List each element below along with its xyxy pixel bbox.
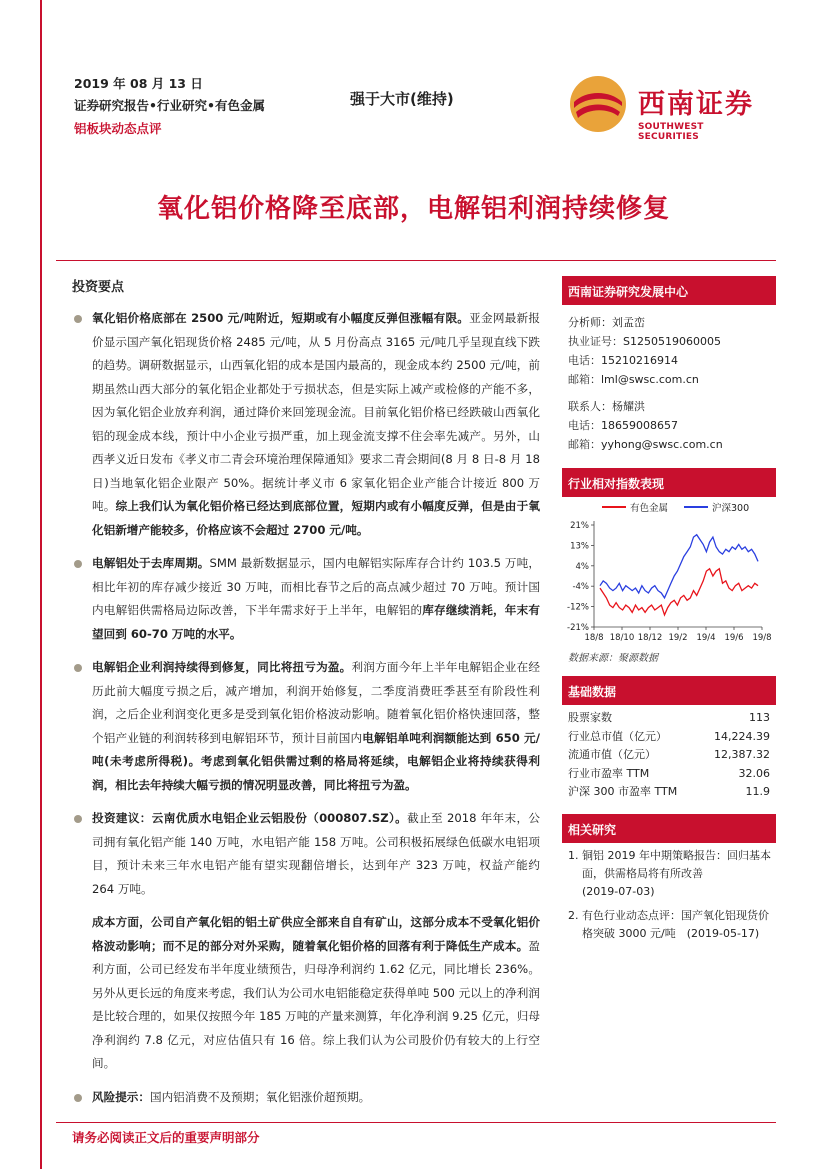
relative-index-box xyxy=(562,468,776,664)
contact-email[interactable]: 邮箱：yyhong@swsc.com.cn xyxy=(568,438,723,451)
y-tick-label: -12% xyxy=(567,602,589,613)
point-risk-lead: 风险提示： xyxy=(92,1089,150,1104)
bullet-icon xyxy=(74,560,82,568)
bullet-icon xyxy=(74,315,82,323)
related-item[interactable]: 1. 铜铝 2019 年中期策略报告：回归基本 面，供需格局将有所改善 (2019-07-03) xyxy=(568,848,771,898)
x-tick-label: 18/8 xyxy=(584,633,604,643)
bullet-icon xyxy=(74,664,82,672)
legend-label: 有色金属 xyxy=(630,503,669,514)
point-alumina xyxy=(72,307,540,542)
point-cost-lead: 成本方面，公司自产氧化铝的铝土矿供应全部来自自有矿山，这部分成本不受氧化铝价格波动影响；而不足的部分对外采购，随着氧化铝价格的回落有利于降低生产成本。 xyxy=(92,915,540,953)
point-destocking-lead: 电解铝处于去库周期。 xyxy=(92,556,210,570)
left-margin-rule xyxy=(40,0,42,1169)
x-tick-label: 19/4 xyxy=(696,633,716,643)
analyst-phone: 电话：15210216914 xyxy=(568,354,678,367)
company-logo xyxy=(566,72,766,142)
report-sector: 铝板块动态点评 xyxy=(74,121,162,136)
report-type: 证券研究报告•行业研究•有色金属 xyxy=(74,98,265,113)
y-tick-label: 21% xyxy=(570,521,589,531)
point-risk-body: 国内铝消费不及预期；氧化铝涨价超预期。 xyxy=(149,1089,371,1104)
y-tick-label: -4% xyxy=(572,582,589,593)
chart-title: 行业相对指数表现 xyxy=(562,471,776,497)
contact-phone: 电话：18659008657 xyxy=(568,419,678,432)
point-destocking-body: SMM 最新数据显示，国内电解铝实际库存合计约 103.5 万吨，相比年初的库存减少接近 30 万吨，而相比春节之后的高点减少超过 70 万吨。预计国内电解铝供需格局边际改善，下半年需求好于上半年，电解铝的 xyxy=(92,556,540,617)
point-profit-body: 利润方面今年上半年电解铝企业在经历此前大幅度亏损之后，减产增加，利润开始修复，二季度消费旺季甚至有阶段性利润，之后企业利润变化更多是受到氧化铝价格波动影响。随着氧化铝价格快速回落，整个铝产业链的利润转移到电解铝环节，预计目前国内 xyxy=(92,660,540,745)
footer-divider xyxy=(56,1122,776,1123)
y-tick-label: 13% xyxy=(570,541,589,552)
x-tick-label: 19/6 xyxy=(724,633,744,643)
analyst-email[interactable]: 邮箱：lml@swsc.com.cn xyxy=(568,373,699,386)
point-recommendation-lead: 投资建议：云南优质水电铝企业云铝股份（000807.SZ）。 xyxy=(92,811,408,825)
related-title: 相关研究 xyxy=(562,817,776,843)
point-alumina-lead: 氧化铝价格底部在 2500 元/吨附近，短期或有小幅度反弹但涨幅有限。 xyxy=(92,311,470,325)
report-date: 2019 年 08 月 13 日 xyxy=(74,76,203,91)
point-cost-body: 盈利方面，公司已经发布半年度业绩预告，归母净利润约 1.62 亿元，同比增长 236%。另外从更长远的角度来考虑，我们认为公司水电铝能稳定获得单吨 500 元以上的净利润是比较合理的，如果仅按照今年 185 万吨的产量来测算，年化净利润 9.25 亿元，归母净利润约 7.8 亿元，对应估值只有 16 倍。综上我们认为公司股价仍有较大的上行空间。 xyxy=(92,938,540,1070)
point-profit-conclusion: 电解铝单吨利润额能达到 650 元/吨(未考虑所得税)。考虑到氧化铝供需过剩的格局将延续，电解铝企业将持续获得利润，相比去年持续大幅亏损的情况明显改善，同比将扭亏为盈。 xyxy=(92,730,540,792)
table-row: 行业总市值（亿元） 14,224.39 xyxy=(568,729,770,743)
point-profit-lead: 电解铝企业利润持续得到修复，同比将扭亏为盈。 xyxy=(92,660,352,674)
logo-emblem-icon xyxy=(566,72,630,136)
basics-title: 基础数据 xyxy=(562,679,776,705)
sidebar xyxy=(562,276,776,943)
point-recommendation xyxy=(72,807,540,901)
title-divider xyxy=(56,260,776,261)
basics-box xyxy=(562,676,776,802)
y-tick-label: -21% xyxy=(567,623,589,633)
research-center-box xyxy=(562,276,776,454)
related-item[interactable]: 2. 有色行业动态点评：国产氧化铝现货价 格突破 3000 元/吨 (2019-05-17) xyxy=(568,908,769,940)
x-tick-label: 19/8 xyxy=(752,633,772,643)
table-row: 流通市值（亿元） 12,387.32 xyxy=(568,748,770,761)
bullet-icon xyxy=(74,1094,82,1102)
y-tick-label: 4% xyxy=(575,561,589,572)
chart-svg xyxy=(562,497,776,647)
relative-index-chart xyxy=(562,497,776,647)
logo-text-cn: 西南证券 xyxy=(638,89,754,120)
table-row: 行业市盈率 TTM 32.06 xyxy=(568,766,770,780)
bullet-icon xyxy=(74,815,82,823)
x-tick-label: 19/2 xyxy=(668,633,688,643)
basics-table xyxy=(562,709,776,802)
section-title: 投资要点 xyxy=(72,280,125,295)
analyst-name: 分析师：刘孟峦 xyxy=(568,316,645,329)
point-cost xyxy=(72,911,540,1076)
table-row: 沪深 300 市盈率 TTM 11.9 xyxy=(568,785,770,798)
report-title: 氧化铝价格降至底部，电解铝利润持续修复 xyxy=(156,194,670,224)
x-tick-label: 18/10 xyxy=(609,633,635,643)
point-destocking-conclusion: 库存继续消耗，年末有望回到 60-70 万吨的水平。 xyxy=(92,603,540,641)
point-risk xyxy=(72,1086,540,1110)
point-destocking xyxy=(72,552,540,646)
investment-highlights xyxy=(72,276,540,1119)
point-profit xyxy=(72,656,540,797)
series-line xyxy=(600,569,758,615)
contact-name: 联系人：杨耀洪 xyxy=(568,400,645,413)
industry-rating: 强于大市(维持) xyxy=(350,90,454,108)
analyst-license: 执业证号：S1250519060005 xyxy=(568,335,721,348)
legend-label: 沪深300 xyxy=(712,503,750,514)
point-recommendation-body: 截止至 2018 年年末，公司拥有氧化铝产能 140 万吨，水电铝产能 158 万吨。公司积极拓展绿色低碳水电铝项目，预计未来三年水电铝产能有望实现翻倍增长，达到年产 323 万吨，权益产能约 264 万吨。 xyxy=(92,811,540,896)
chart-source: 数据来源：聚源数据 xyxy=(568,653,658,664)
logo-text-en: SOUTHWEST SECURITIES xyxy=(638,122,704,142)
x-tick-label: 18/12 xyxy=(637,633,663,643)
research-center-title: 西南证券研究发展中心 xyxy=(562,279,776,305)
point-alumina-conclusion: 综上我们认为氧化铝价格已经达到底部位置，短期内或有小幅度反弹，但是由于氧化铝新增产能较多，价格应该不会超过 2700 元/吨。 xyxy=(92,499,540,537)
related-research-box xyxy=(562,814,776,943)
table-row: 股票家数 113 xyxy=(568,711,770,724)
footer-disclaimer: 请务必阅读正文后的重要声明部分 xyxy=(72,1130,260,1145)
point-alumina-body: 亚金网最新报价显示国产氧化铝现货价格 2485 元/吨，从 5 月份高点 3165 元/吨几乎呈现直线下跌的趋势。调研数据显示，山西氧化铝的成本是国内最高的，现金成本约 2500 元/吨，前期虽然山西大部分的氧化铝企业都处于亏损状态，但是实际上减产或检修的产能不多，因为氧化铝企业放弃利润，通过降价来回笼现金流。目前氧化铝价格已经跌破山西氧化铝的现金成本线，预计中小企业亏损严重，加上现金流支撑不住会率先减产。另外，山西孝义近日发布《孝义市二青会环境治理保障通知》要求二青会期间(8 月 8 日-8 月 18 日)当地氧化铝企业限产 50%。据统计孝义市 6 家氧化铝企业产能合计接近 800 万吨。 xyxy=(92,311,540,513)
